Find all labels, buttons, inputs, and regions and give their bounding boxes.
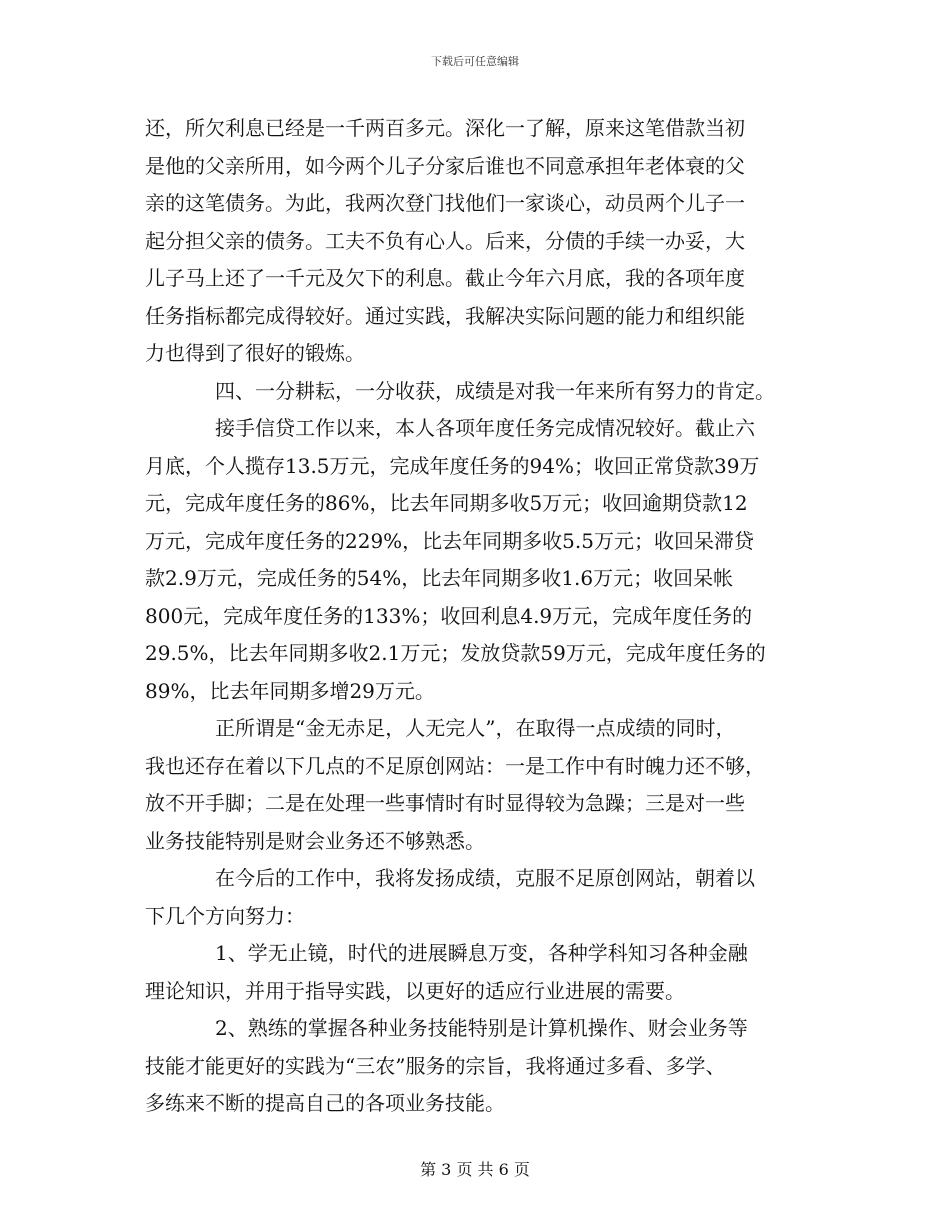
text-line: 800元，完成年度任务的133%；收回利息4.9万元，完成年度任务的: [145, 603, 753, 628]
paragraph-start: 在今后的工作中，我将发扬成绩，克服不足原创网站，朝着以: [215, 866, 755, 890]
text-line: 儿子马上还了一千元及欠下的利息。截止今年六月底，我的各项年度: [145, 266, 745, 290]
page-header: 下载后可任意编辑: [431, 55, 519, 68]
text-line: 万元，完成年度任务的229%，比去年同期多收5.5万元；收回呆滞贷: [145, 528, 754, 553]
text-line: 29.5%，比去年同期多收2.1万元；发放贷款59万元，完成年度任务的: [145, 641, 766, 665]
text-line: 下几个方向努力：: [145, 903, 305, 928]
text-line: 款2.9万元，完成任务的54%，比去年同期多收1.6万元；收回呆帐: [145, 566, 734, 590]
list-item-2: 2、熟练的掌握各种业务技能特别是计算机操作、财会业务等: [215, 1016, 748, 1040]
text-line: 力也得到了很好的锻炼。: [145, 341, 365, 365]
document-body: [145, 110, 815, 1123]
paragraph-start: 接手信贷工作以来，本人各项年度任务完成情况较好。截止六: [215, 416, 755, 440]
list-item-1: 1、学无止镜，时代的进展瞬息万变，各种学科知习各种金融: [215, 941, 748, 965]
paragraph-start: 正所谓是“金无赤足，人无完人”，在取得一点成绩的同时，: [215, 716, 736, 740]
section-heading: 四、一分耕耘，一分收获，成绩是对我一年来所有努力的肯定。: [215, 378, 775, 403]
text-line: 业务技能特别是财会业务还不够熟悉。: [145, 828, 485, 853]
text-line: 我也还存在着以下几点的不足原创网站：一是工作中有时魄力还不够，: [145, 753, 765, 778]
text-line: 亲的这笔债务。为此，我两次登门找他们一家谈心，动员两个儿子一: [145, 191, 745, 215]
text-line: 任务指标都完成得较好。通过实践，我解决实际问题的能力和组织能: [145, 303, 745, 328]
text-line: 多练来不断的提高自己的各项业务技能。: [145, 1091, 505, 1115]
text-line: 理论知识，并用于指导实践，以更好的适应行业进展的需要。: [145, 978, 685, 1003]
text-line: 技能才能更好的实践为“三农”服务的宗旨，我将通过多看、多学、: [145, 1053, 726, 1078]
text-line: 起分担父亲的债务。工夫不负有心人。后来，分债的手续一办妥，大: [145, 228, 745, 253]
text-line: 放不开手脚；二是在处理一些事情时有时显得较为急躁；三是对一些: [145, 791, 745, 815]
text-line: 元，完成年度任务的86%，比去年同期多收5万元；收回逾期贷款12: [145, 491, 748, 515]
text-line: 89%，比去年同期多增29万元。: [145, 678, 435, 703]
text-line: 月底，个人揽存13.5万元，完成年度任务的94%；收回正常贷款39万: [145, 453, 760, 478]
text-line: 是他的父亲所用，如今两个儿子分家后谁也不同意承担年老体衰的父: [145, 153, 745, 178]
page-footer: 第 3 页 共 6 页: [420, 1160, 530, 1179]
text-line: 还，所欠利息已经是一千两百多元。深化一了解，原来这笔借款当初: [145, 116, 745, 140]
